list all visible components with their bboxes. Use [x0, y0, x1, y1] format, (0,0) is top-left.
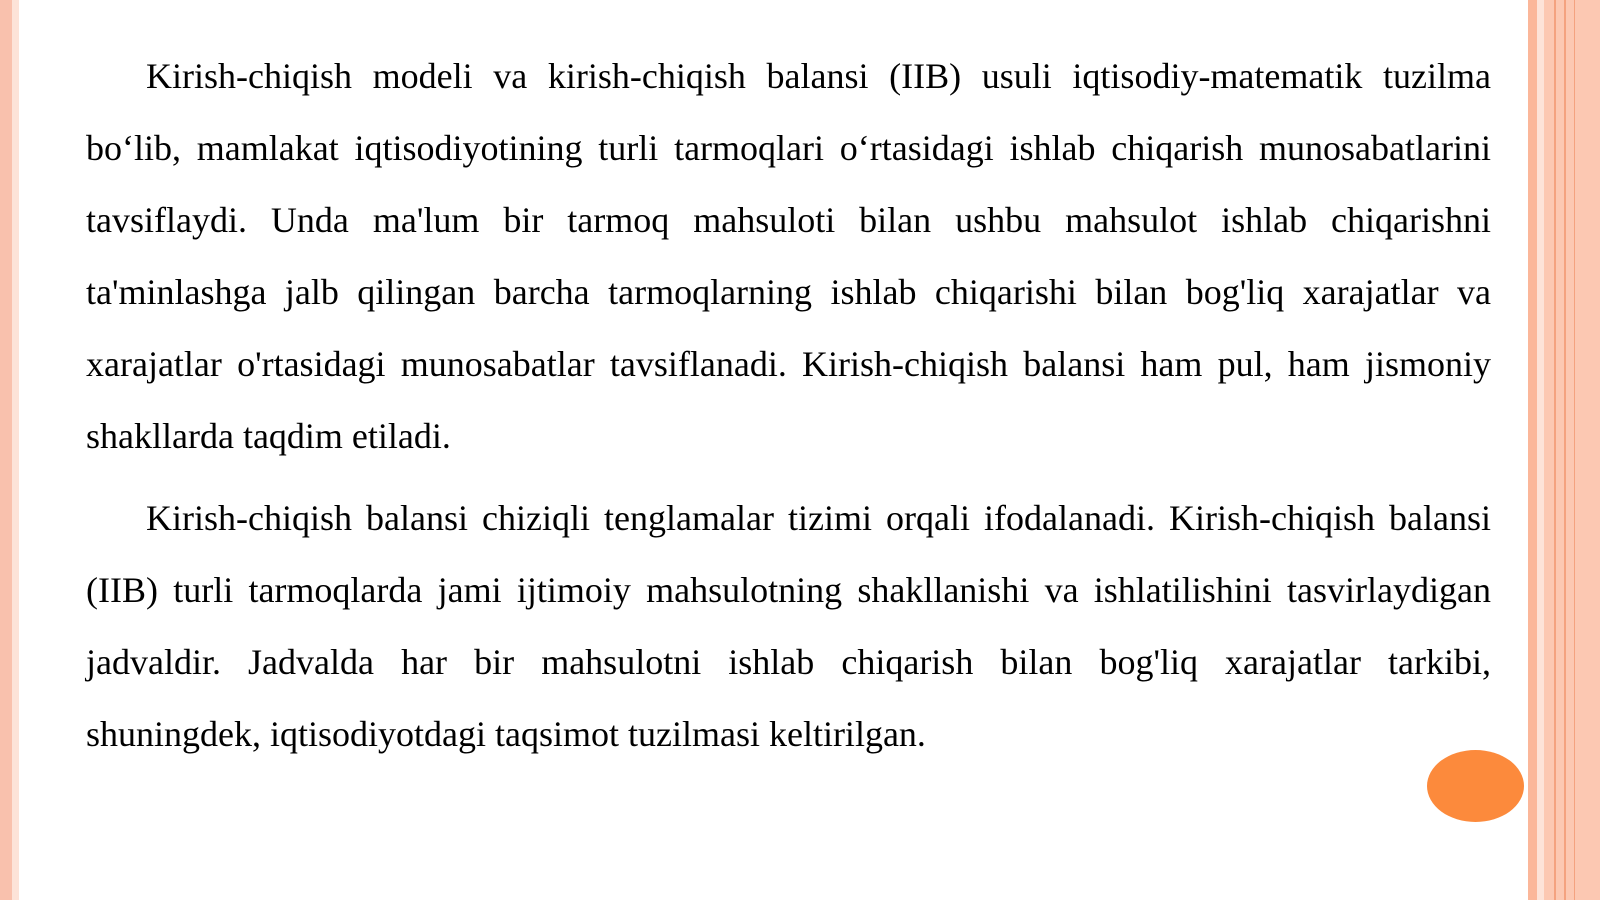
right-border-stripe-1 [1528, 0, 1537, 900]
right-border-line-3 [1574, 0, 1575, 900]
right-border-line-2 [1564, 0, 1566, 900]
right-border-panel [1544, 0, 1600, 900]
left-border-inner-stripe [12, 0, 19, 900]
paragraph-1: Kirish-chiqish modeli va kirish-chiqish balansi (IIB) usuli iqtisodiy-matematik tuzilma bo‘lib, mamlakat iqtisodiyotining turli tarmoqlari o‘rtasidagi ishlab chiqarish munosabatlarini tavsiflaydi. Unda ma'lum bir tarmoq mahsuloti bilan ushbu mahsulot ishlab chiqarishni ta'minlashga jalb qilingan barcha tarmoqlarning ishlab chiqarishi bilan bog'liq xarajatlar va xarajatlar o'rtasidagi munosabatlar tavsiflanadi. Kirish-chiqish balansi ham pul, ham jismoniy shakllarda taqdim etiladi. [86, 56, 1491, 456]
paragraph-2: Kirish-chiqish balansi chiziqli tenglamalar tizimi orqali ifodalanadi. Kirish-chiqish balansi (IIB) turli tarmoqlarda jami ijtimoiy mahsulotning shakllanishi va ishlatilishini tasvirlaydigan jadvaldir. Jadvalda har bir mahsulotni ishlab chiqarish bilan bog'liq xarajatlar tarkibi, shuningdek, iqtisodiyotdagi taqsimot tuzilmasi keltirilgan. [86, 498, 1491, 754]
right-border-stripe-2 [1537, 0, 1544, 900]
orange-ellipse-icon [1427, 750, 1524, 822]
right-border-line-1 [1554, 0, 1556, 900]
left-border-stripe [0, 0, 12, 900]
slide-body [86, 40, 1491, 770]
